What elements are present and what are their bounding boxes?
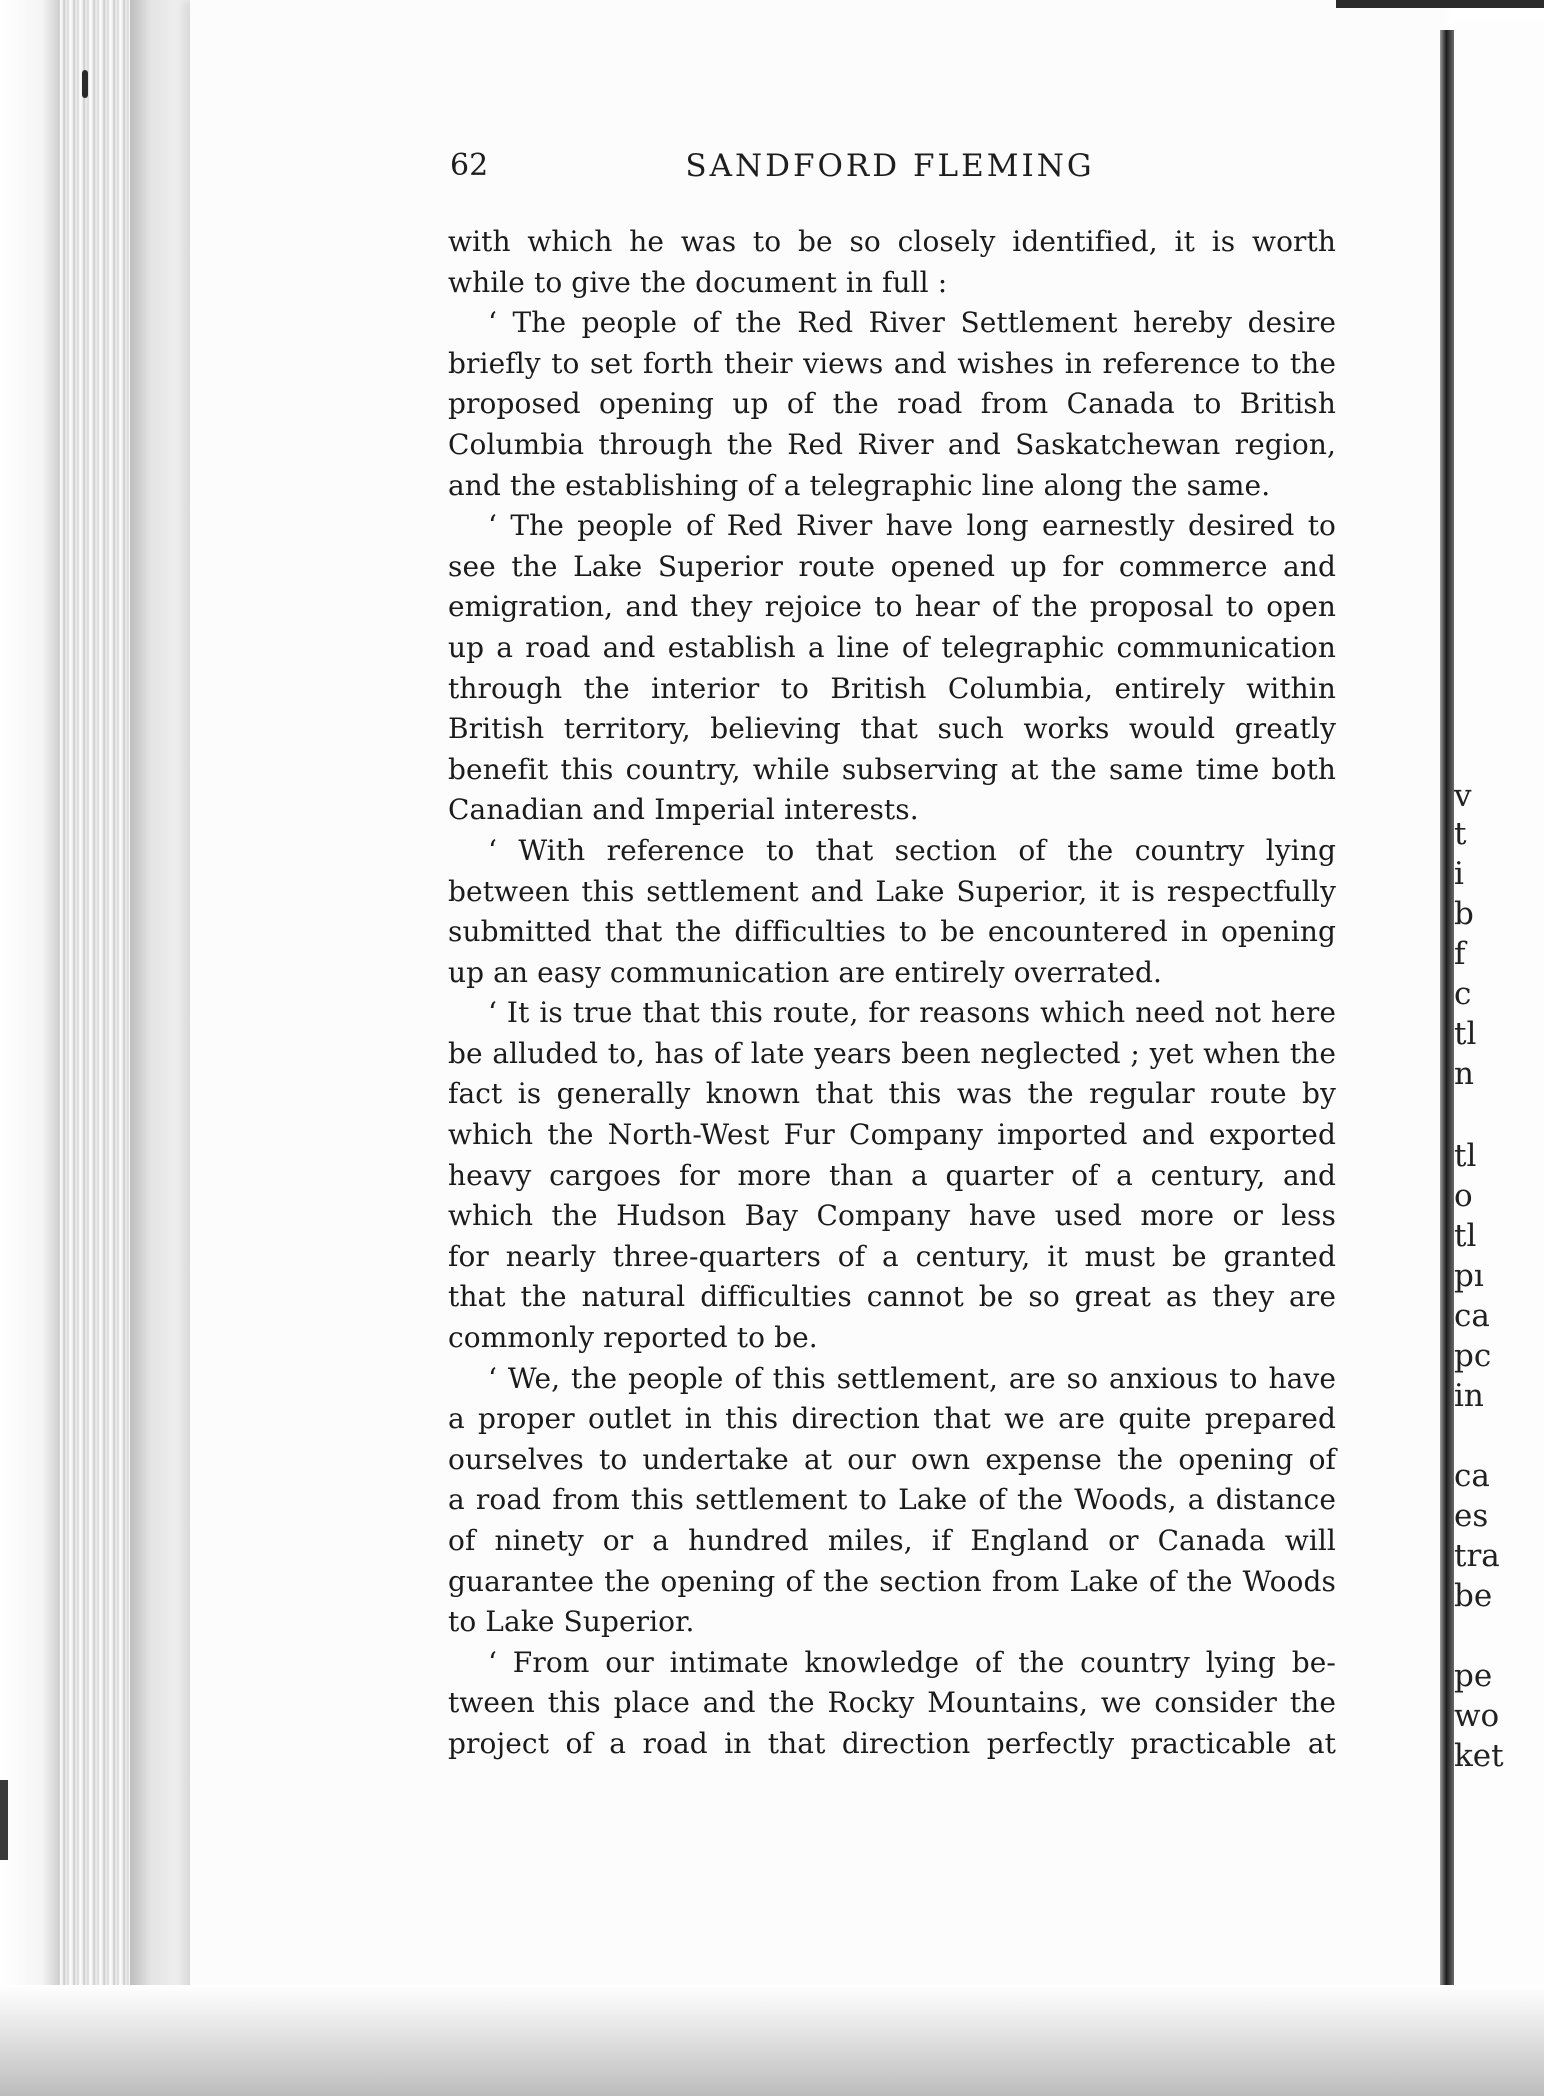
facing-page-fragment-text: tra <box>1454 1538 1500 1574</box>
text-line: British territory, believing that such works would greatly <box>448 712 1336 746</box>
binding-shadow <box>0 1780 8 1860</box>
text-line: Canadian and Imperial interests. <box>448 793 919 827</box>
text-line: emigration, and they rejoice to hear of the proposal to open <box>448 590 1336 624</box>
text-line: which the Hudson Bay Company have used more or less <box>448 1199 1336 1233</box>
text-line: fact is generally known that this was the regular route by <box>448 1077 1336 1111</box>
facing-page-fragment-text: o <box>1454 1178 1473 1214</box>
page-gutter <box>1440 30 1454 2030</box>
facing-page-fragment-text: pc <box>1454 1338 1492 1374</box>
page-number: 62 <box>450 148 489 183</box>
text-line: see the Lake Superior route opened up for commerce and <box>448 549 1336 583</box>
text-line: through the interior to British Columbia, entirely within <box>448 671 1336 705</box>
text-line: ‘ The people of Red River have long earnestly desired to <box>488 509 1336 543</box>
text-line: heavy cargoes for more than a quarter of a century, and <box>448 1158 1336 1192</box>
text-line: guarantee the opening of the section from Lake of the Woods <box>448 1564 1336 1598</box>
text-line: for nearly three-quarters of a century, it must be granted <box>448 1239 1336 1273</box>
text-line: up a road and establish a line of telegraphic communication <box>448 630 1336 664</box>
stacked-page-edges <box>0 0 200 2096</box>
text-line: ourselves to undertake at our own expense the opening of <box>448 1442 1336 1476</box>
scan-border <box>1336 0 1544 8</box>
facing-page-fragment-text: es <box>1454 1498 1489 1534</box>
facing-page-fragment-text: v <box>1454 778 1472 814</box>
facing-page-fragment-text: be <box>1454 1578 1493 1614</box>
facing-page-fragment-text: tl <box>1454 1218 1477 1254</box>
text-line: proposed opening up of the road from Canada to British <box>448 387 1336 421</box>
text-line: ‘ We, the people of this settlement, are so anxious to have <box>488 1361 1336 1395</box>
text-line: project of a road in that direction perfectly practicable at <box>448 1726 1336 1760</box>
text-line: Columbia through the Red River and Saskatchewan region, <box>448 427 1336 461</box>
text-line: commonly reported to be. <box>448 1321 818 1355</box>
facing-page-fragment-text: in <box>1454 1378 1484 1414</box>
facing-page-fragment-text: i <box>1454 856 1464 892</box>
running-head <box>450 148 1330 198</box>
text-line: of ninety or a hundred miles, if England or Canada will <box>448 1524 1336 1557</box>
text-line: while to give the document in full : <box>448 265 948 299</box>
text-line: ‘ From our intimate knowledge of the country lying be- <box>488 1645 1336 1679</box>
facing-page-fragment-text: ca <box>1454 1458 1490 1494</box>
text-line: that the natural difficulties cannot be so great as they are <box>448 1280 1336 1314</box>
binding-mark <box>82 70 88 98</box>
facing-page-fragment-text: ket <box>1454 1738 1504 1774</box>
facing-page-fragment-text: t <box>1454 816 1467 852</box>
text-line: submitted that the difficulties to be encountered in opening <box>448 915 1336 949</box>
text-line: be alluded to, has of late years been neglected ; yet when the <box>448 1036 1336 1070</box>
text-line: a road from this settlement to Lake of the Woods, a distance <box>448 1483 1336 1517</box>
text-line: briefly to set forth their views and wishes in reference to the <box>448 346 1336 380</box>
facing-page-fragment-text: tl <box>1454 1138 1477 1174</box>
facing-page-fragment-text: f <box>1454 936 1466 972</box>
text-line: and the establishing of a telegraphic line along the same. <box>448 468 1271 502</box>
facing-page-fragment-text: n <box>1454 1056 1474 1092</box>
text-line: ‘ It is true that this route, for reasons which need not here <box>488 996 1336 1030</box>
facing-page-fragment-text: pe <box>1454 1658 1493 1694</box>
text-line: which the North-West Fur Company imported and exported <box>448 1118 1336 1152</box>
facing-page-fragment <box>1454 20 1544 2096</box>
facing-page-fragment-text: pı <box>1454 1258 1484 1294</box>
running-title: SANDFORD FLEMING <box>685 148 1095 184</box>
text-line: ‘ The people of the Red River Settlement hereby desire <box>488 306 1336 340</box>
body-text <box>448 222 1336 1765</box>
text-line: to Lake Superior. <box>448 1605 695 1639</box>
facing-page-fragment-text: b <box>1454 896 1474 932</box>
text-line: with which he was to be so closely identified, it is worth <box>448 225 1336 258</box>
text-line: up an easy communication are entirely overrated. <box>448 955 1163 989</box>
facing-page-fragment-text: tl <box>1454 1016 1477 1052</box>
facing-page-fragment-text: wo <box>1454 1698 1500 1734</box>
text-line: tween this place and the Rocky Mountains, we consider the <box>448 1686 1336 1720</box>
facing-page-fragment-text: ca <box>1454 1298 1490 1334</box>
text-line: ‘ With reference to that section of the country lying <box>488 833 1336 867</box>
facing-page-fragment-text: c <box>1454 976 1472 1012</box>
text-line: benefit this country, while subserving at the same time both <box>448 752 1336 786</box>
text-line: a proper outlet in this direction that we are quite prepared <box>448 1402 1336 1436</box>
text-line: between this settlement and Lake Superior, it is respectfully <box>448 874 1336 908</box>
bottom-shadow <box>0 1985 1544 2096</box>
